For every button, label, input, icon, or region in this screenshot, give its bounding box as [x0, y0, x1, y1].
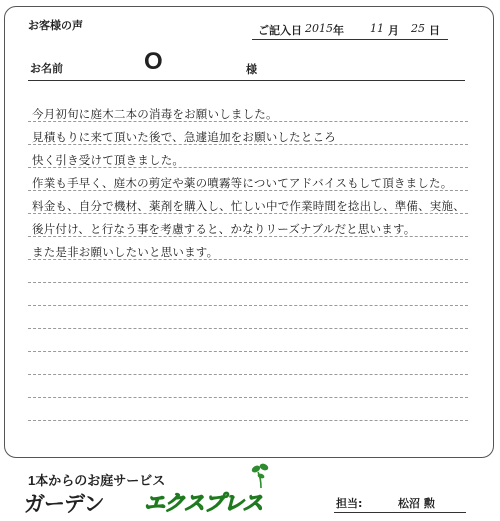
- date-field: [258, 22, 440, 38]
- ruled-line: [28, 305, 468, 306]
- date-year-suffix: 年: [333, 24, 344, 37]
- brand-name: ガーデン: [24, 493, 104, 516]
- date-year: 2015: [305, 22, 333, 35]
- comment-line: 料金も、自分で機材、薬剤を購入し、忙しい中で作業時間を捻出し、準備、実施、: [32, 199, 465, 213]
- ruled-line: [28, 351, 468, 352]
- name-underline: [28, 80, 465, 81]
- date-day-suffix: 日: [429, 24, 440, 37]
- staff-name: 松沼 勲: [398, 497, 435, 510]
- name-label: お名前: [30, 62, 63, 75]
- comment-line: 今月初旬に庭木二本の消毒をお願いしました。: [32, 107, 278, 121]
- comment-line: 後片付け、と行なう事を考慮すると、かなりリーズナブルだと思います。: [32, 222, 416, 236]
- ruled-line: [28, 397, 468, 398]
- honorific: 様: [246, 63, 257, 76]
- brand-accent: エクスプレス: [144, 492, 263, 515]
- ruled-line: [28, 374, 468, 375]
- date-month-suffix: 月: [388, 24, 399, 37]
- date-month: 11: [370, 22, 384, 35]
- comment-line: また是非お願いしたいと思います。: [32, 245, 219, 259]
- service-tagline: 1本からのお庭サービス: [28, 473, 166, 488]
- ruled-line: [28, 282, 468, 283]
- comment-line: 見積もりに来て頂いた後で、急遽追加をお願いしたところ: [32, 130, 336, 144]
- ruled-line: [28, 420, 468, 421]
- staff-underline: [334, 512, 466, 513]
- ruled-line: [28, 328, 468, 329]
- comment-line: 作業も手早く、庭木の剪定や薬の噴霧等についてアドバイスもして頂きました。: [32, 176, 453, 190]
- comment-line: 快く引き受けて頂きました。: [32, 153, 185, 167]
- date-day: 25: [411, 22, 425, 35]
- staff-label: 担当:: [336, 497, 363, 510]
- form-title: お客様の声: [28, 19, 83, 32]
- date-label: ご記入日: [258, 24, 302, 37]
- sprout-icon: [250, 462, 272, 488]
- customer-name: O: [144, 48, 163, 75]
- date-underline: [252, 39, 448, 40]
